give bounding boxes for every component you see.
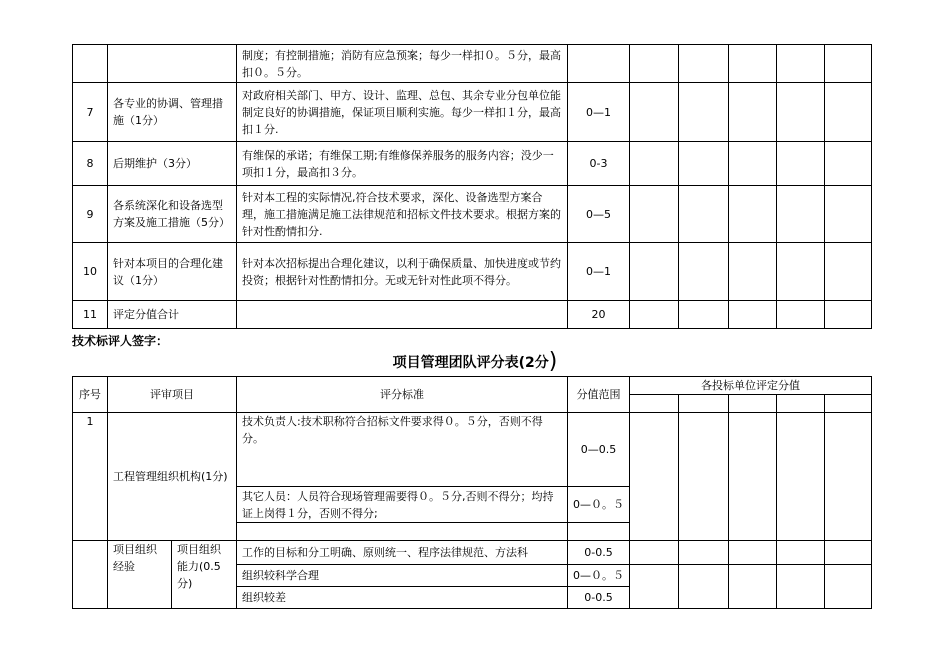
score-cell xyxy=(825,243,872,301)
score-cell xyxy=(679,541,729,565)
row-number: 11 xyxy=(73,301,108,329)
scoring-table-technical xyxy=(72,44,872,329)
review-item: 工程管理组织机构(1分) xyxy=(108,413,237,541)
score-range: 0—０。５ xyxy=(568,565,630,587)
scoring-criteria: 制度；有控制措施；消防有应急预案；每少一样扣０。５分，最高扣０。５分。 xyxy=(237,45,568,83)
score-cell xyxy=(729,243,777,301)
score-cell xyxy=(679,243,729,301)
header-item: 评审项目 xyxy=(108,377,237,413)
header-range: 分值范围 xyxy=(568,377,630,413)
row-number: 10 xyxy=(73,243,108,301)
score-cell xyxy=(729,45,777,83)
score-cell xyxy=(630,395,679,413)
score-cell xyxy=(630,243,679,301)
score-range: 0—1 xyxy=(568,243,630,301)
score-cell xyxy=(825,413,872,541)
empty-cell xyxy=(237,523,568,541)
review-item: 针对本项目的合理化建议（1分） xyxy=(108,243,237,301)
score-cell xyxy=(729,395,777,413)
scoring-criteria: 组织较科学合理 xyxy=(237,565,568,587)
table-row xyxy=(73,83,872,142)
row-number: 8 xyxy=(73,142,108,186)
score-cell xyxy=(630,142,679,186)
score-cell xyxy=(630,186,679,243)
scoring-criteria: 有维保的承诺；有维保工期;有维修保养服务的服务内容；没少一项扣１分，最高扣３分。 xyxy=(237,142,568,186)
review-item: 评定分值合计 xyxy=(108,301,237,329)
score-cell xyxy=(825,301,872,329)
empty-cell xyxy=(568,523,630,541)
score-cell xyxy=(777,142,825,186)
score-cell xyxy=(777,413,825,541)
score-cell xyxy=(729,301,777,329)
scoring-criteria: 对政府相关部门、甲方、设计、监理、总包、其余专业分包单位能制定良好的协调措施，保证项目顺利实施。每少一样扣１分，最高扣１分. xyxy=(237,83,568,142)
score-cell xyxy=(729,413,777,541)
score-cell xyxy=(679,142,729,186)
score-cell xyxy=(777,541,825,565)
review-item xyxy=(108,45,237,83)
review-item: 各系统深化和设备选型方案及施工措施（5分） xyxy=(108,186,237,243)
row-number: 7 xyxy=(73,83,108,142)
score-cell xyxy=(729,142,777,186)
review-item: 后期维护（3分） xyxy=(108,142,237,186)
score-cell xyxy=(777,301,825,329)
scoring-criteria xyxy=(237,301,568,329)
scoring-criteria: 针对本工程的实际情况,符合技术要求，深化、设备选型方案合理，施工措施满足施工法律规范和招标文件技术要求。根据方案的针对性酌情扣分. xyxy=(237,186,568,243)
score-cell xyxy=(679,395,729,413)
score-cell xyxy=(679,413,729,541)
score-range: 20 xyxy=(568,301,630,329)
table-row xyxy=(73,243,872,301)
row-number: 9 xyxy=(73,186,108,243)
score-range: 0—5 xyxy=(568,186,630,243)
scoring-criteria: 组织较差 xyxy=(237,587,568,609)
score-cell xyxy=(630,565,679,609)
score-cell xyxy=(679,565,729,609)
score-cell xyxy=(630,45,679,83)
scoring-table-team xyxy=(72,376,872,609)
review-item-group: 项目组织经验 xyxy=(108,541,172,609)
table-row-total xyxy=(73,301,872,329)
review-item-sub: 项目组织能力(0.5分) xyxy=(172,541,237,609)
score-cell xyxy=(679,45,729,83)
score-cell xyxy=(630,301,679,329)
score-cell xyxy=(825,565,872,609)
header-row xyxy=(73,377,872,395)
scoring-criteria: 其它人员：人员符合现场管理需要得０。５分,否则不得分；均持证上岗得１分，否则不得分; xyxy=(237,487,568,523)
score-cell xyxy=(825,142,872,186)
score-cell xyxy=(630,83,679,142)
score-cell xyxy=(679,301,729,329)
score-cell xyxy=(679,186,729,243)
header-no: 序号 xyxy=(73,377,108,413)
score-cell xyxy=(825,83,872,142)
score-cell xyxy=(777,45,825,83)
score-cell xyxy=(825,541,872,565)
score-cell xyxy=(729,541,777,565)
score-cell xyxy=(729,83,777,142)
score-range: 0—0.5 xyxy=(568,413,630,487)
row-number: 1 xyxy=(73,413,108,541)
empty-cell xyxy=(73,541,108,609)
score-cell xyxy=(777,186,825,243)
scoring-criteria: 针对本次招标提出合理化建议，以利于确保质量、加快进度或节约投资；根据针对性酌情扣分。无或无针对性此项不得分。 xyxy=(237,243,568,301)
score-range: 0-3 xyxy=(568,142,630,186)
header-units: 各投标单位评定分值 xyxy=(630,377,872,395)
score-cell xyxy=(777,565,825,609)
score-cell xyxy=(825,186,872,243)
score-range: 0-0.5 xyxy=(568,587,630,609)
scoring-criteria: 工作的目标和分工明确、原则统一、程序法律规范、方法科 xyxy=(237,541,568,565)
scoring-criteria: 技术负责人:技术职称符合招标文件要求得０。５分，否则不得分。 xyxy=(237,413,568,487)
score-cell xyxy=(729,565,777,609)
score-cell xyxy=(825,45,872,83)
score-cell xyxy=(777,243,825,301)
score-range: 0—1 xyxy=(568,83,630,142)
score-cell xyxy=(630,413,679,541)
score-cell xyxy=(729,186,777,243)
score-cell xyxy=(777,395,825,413)
review-item: 各专业的协调、管理措施（1分） xyxy=(108,83,237,142)
row-number xyxy=(73,45,108,83)
table-row xyxy=(73,413,872,487)
table-row xyxy=(73,45,872,83)
score-range: 0—０。５ xyxy=(568,487,630,523)
score-cell xyxy=(825,395,872,413)
score-range: 0-0.5 xyxy=(568,541,630,565)
score-cell xyxy=(679,83,729,142)
table-row xyxy=(73,541,872,565)
score-range xyxy=(568,45,630,83)
signature-label: 技术标评人签字： xyxy=(72,334,169,348)
table-title-paren: ) xyxy=(548,349,558,374)
table-title-text: 项目管理团队评分表(2分 xyxy=(392,355,549,371)
table-title xyxy=(0,349,950,374)
header-criteria: 评分标准 xyxy=(237,377,568,413)
score-cell xyxy=(777,83,825,142)
table-row xyxy=(73,142,872,186)
score-cell xyxy=(630,541,679,565)
table-row xyxy=(73,186,872,243)
